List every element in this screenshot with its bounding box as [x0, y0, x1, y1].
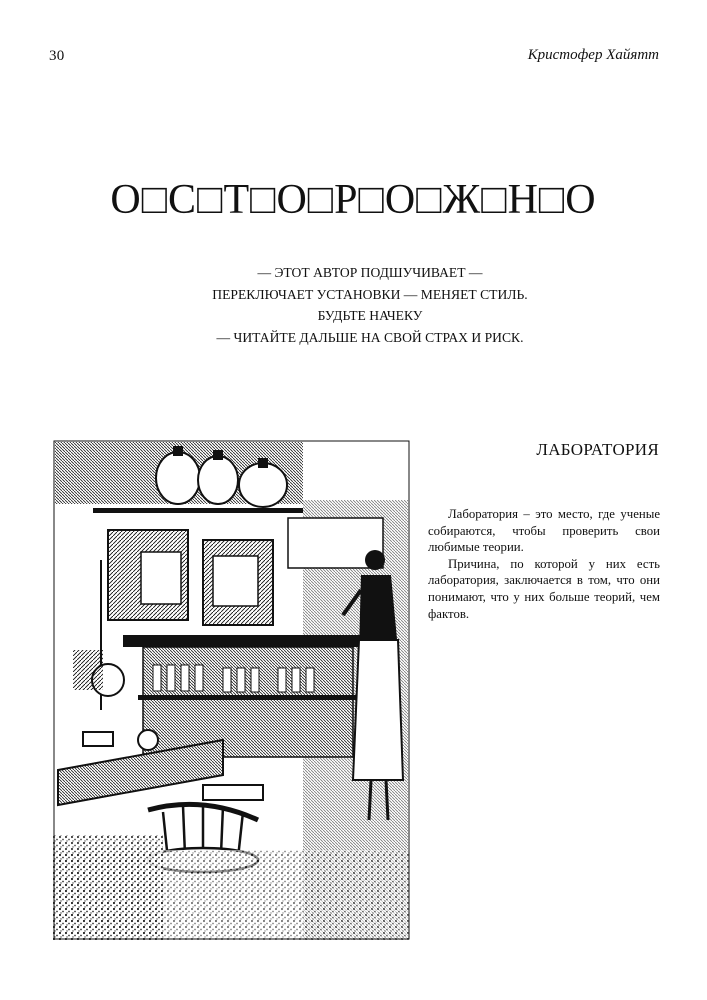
- page-number: 30: [49, 48, 65, 64]
- running-head-author: Кристофер Хайятт: [527, 47, 659, 63]
- laboratory-illustration: [53, 440, 410, 940]
- section-body: [428, 506, 660, 622]
- page-title: О□С□Т□О□Р□О□Ж□Н□О: [110, 177, 597, 223]
- warning-block: [150, 262, 590, 348]
- body-paragraph: Причина, по которой у них есть лаборатория, заключается в том, что они понимают, что у них больше теорий, чем фактов.: [428, 556, 660, 621]
- warning-line: — ЧИТАЙТЕ ДАЛЬШЕ НА СВОЙ СТРАХ И РИСК.: [216, 329, 524, 345]
- warning-line: ПЕРЕКЛЮЧАЕТ УСТАНОВКИ — МЕНЯЕТ СТИЛЬ.: [212, 286, 528, 302]
- warning-line: — ЭТОТ АВТОР ПОДШУЧИВАЕТ —: [257, 265, 483, 280]
- warning-line: БУДЬТЕ НАЧЕКУ: [317, 308, 423, 323]
- body-paragraph: Лаборатория – это место, где ученые собираются, чтобы проверить свои любимые теории.: [428, 507, 660, 555]
- section-heading: ЛАБОРАТОРИЯ: [536, 440, 659, 459]
